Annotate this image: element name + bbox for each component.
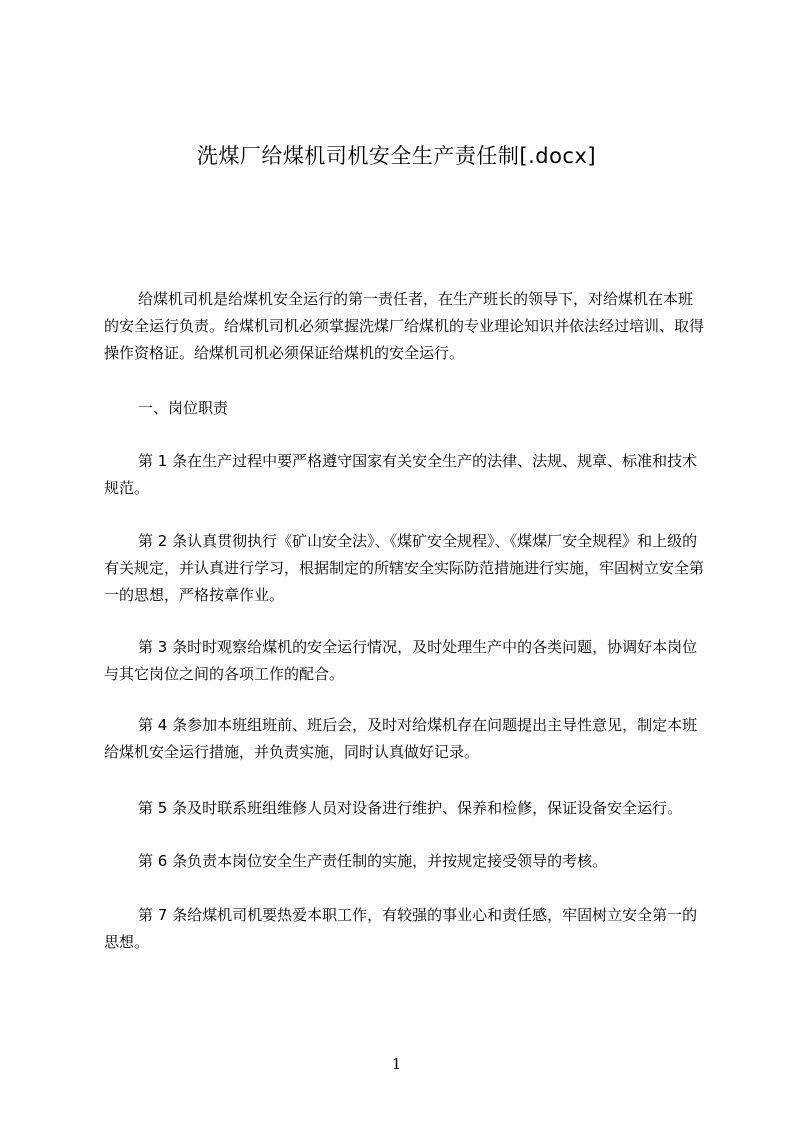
article-5: 第 5 条及时联系班组维修人员对设备进行维护、保养和检修，保证设备安全运行。 [138,799,683,817]
article-1: 第 1 条在生产过程中要严格遵守国家有关安全生产的法律、法规、规章、标准和技术规范。 [104,452,698,497]
article-3: 第 3 条时时观察给煤机的安全运行情况，及时处理生产中的各类问题，协调好本岗位与其它岗位之间的各项工作的配合。 [104,638,698,683]
article-4: 第 4 条参加本班组班前、班后会，及时对给煤机存在问题提出主导性意见，制定本班给煤机安全运行措施，并负责实施，同时认真做好记录。 [104,716,698,761]
intro-paragraph: 给煤机司机是给煤机安全运行的第一责任者，在生产班长的领导下，对给煤机在本班的安全运行负责。给煤机司机必须掌握洗煤厂给煤机的专业理论知识并依法经过培训、取得操作资格证。给煤机司机必须保证给煤机的安全运行。 [104,290,705,362]
page-number: 1 [391,1055,402,1073]
article-2: 第 2 条认真贯彻执行《矿山安全法》、《煤矿安全规程》、《煤煤厂安全规程》和上级的有关规定，并认真进行学习，根据制定的所辖安全实际防范措施进行实施，牢固树立安全第一的思想，严格按章作业。 [104,532,705,604]
section-heading: 一、岗位职责 [138,399,229,417]
document-title: 洗煤厂给煤机司机安全生产责任制[.docx] [196,144,597,168]
article-7: 第 7 条给煤机司机要热爱本职工作，有较强的事业心和责任感，牢固树立安全第一的思想。 [104,906,698,951]
article-6: 第 6 条负责本岗位安全生产责任制的实施，并按规定接受领导的考核。 [138,852,608,870]
